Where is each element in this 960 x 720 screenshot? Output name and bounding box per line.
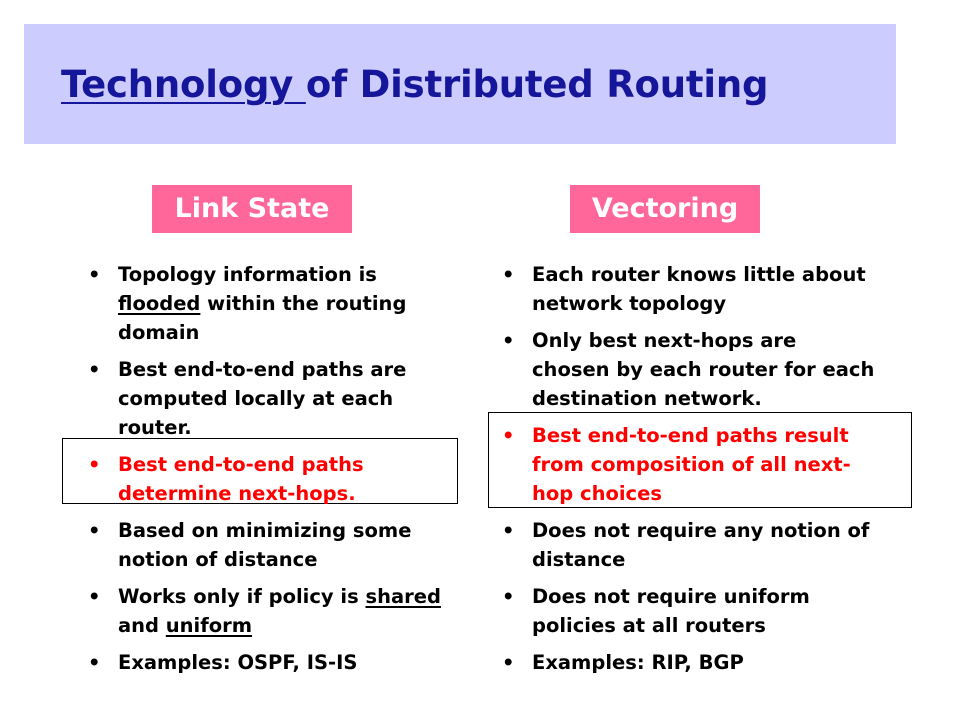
list-item	[88, 260, 463, 347]
item-text: Does not require uniform policies at all routers	[532, 585, 810, 637]
item-text: Only best next-hops are chosen by each router for each destination network.	[532, 329, 875, 410]
vectoring-list	[502, 260, 877, 685]
item-text: Best end-to-end paths determine next-hops.	[118, 453, 364, 505]
item-text: Best end-to-end paths result from composition of all next-hop choices	[532, 424, 851, 505]
list-item	[502, 582, 877, 640]
bullet-icon: •	[502, 519, 515, 542]
bullet-icon: •	[88, 453, 101, 476]
vectoring-header: Vectoring	[570, 185, 760, 233]
list-item	[88, 516, 463, 574]
list-item-highlighted	[502, 421, 877, 508]
underlined-text: uniform	[165, 614, 253, 637]
list-item	[88, 582, 463, 640]
bullet-icon: •	[88, 651, 101, 674]
link-state-header: Link State	[152, 185, 352, 233]
slide-title	[61, 62, 768, 108]
list-item	[88, 355, 463, 442]
list-item-highlighted	[88, 450, 463, 508]
title-rest: of Distributed Routing	[305, 63, 769, 106]
list-item	[502, 648, 877, 677]
list-item	[502, 326, 877, 413]
item-text: within the routing domain	[118, 292, 407, 344]
list-item	[88, 648, 463, 677]
item-text: Does not require any notion of distance	[532, 519, 870, 571]
bullet-icon: •	[502, 329, 515, 352]
bullet-icon: •	[502, 651, 515, 674]
bullet-icon: •	[502, 263, 515, 286]
item-text: Examples: RIP, BGP	[532, 651, 744, 674]
bullet-icon: •	[502, 585, 515, 608]
item-text: Works only if policy is	[118, 585, 366, 608]
link-state-list	[88, 260, 463, 685]
bullet-icon: •	[88, 263, 101, 286]
list-item	[502, 516, 877, 574]
item-text: Based on minimizing some notion of distance	[118, 519, 412, 571]
item-text: and	[118, 614, 166, 637]
bullet-icon: •	[88, 519, 101, 542]
underlined-text: shared	[365, 585, 441, 608]
bullet-icon: •	[502, 424, 515, 447]
item-text: Topology information is	[118, 263, 377, 286]
title-underlined-word: Technology	[61, 63, 306, 106]
bullet-icon: •	[88, 585, 101, 608]
list-item	[502, 260, 877, 318]
item-text: Best end-to-end paths are computed locally at each router.	[118, 358, 407, 439]
bullet-icon: •	[88, 358, 101, 381]
item-text: Each router knows little about network topology	[532, 263, 866, 315]
item-text: Examples: OSPF, IS-IS	[118, 651, 358, 674]
underlined-text: flooded	[118, 292, 201, 315]
